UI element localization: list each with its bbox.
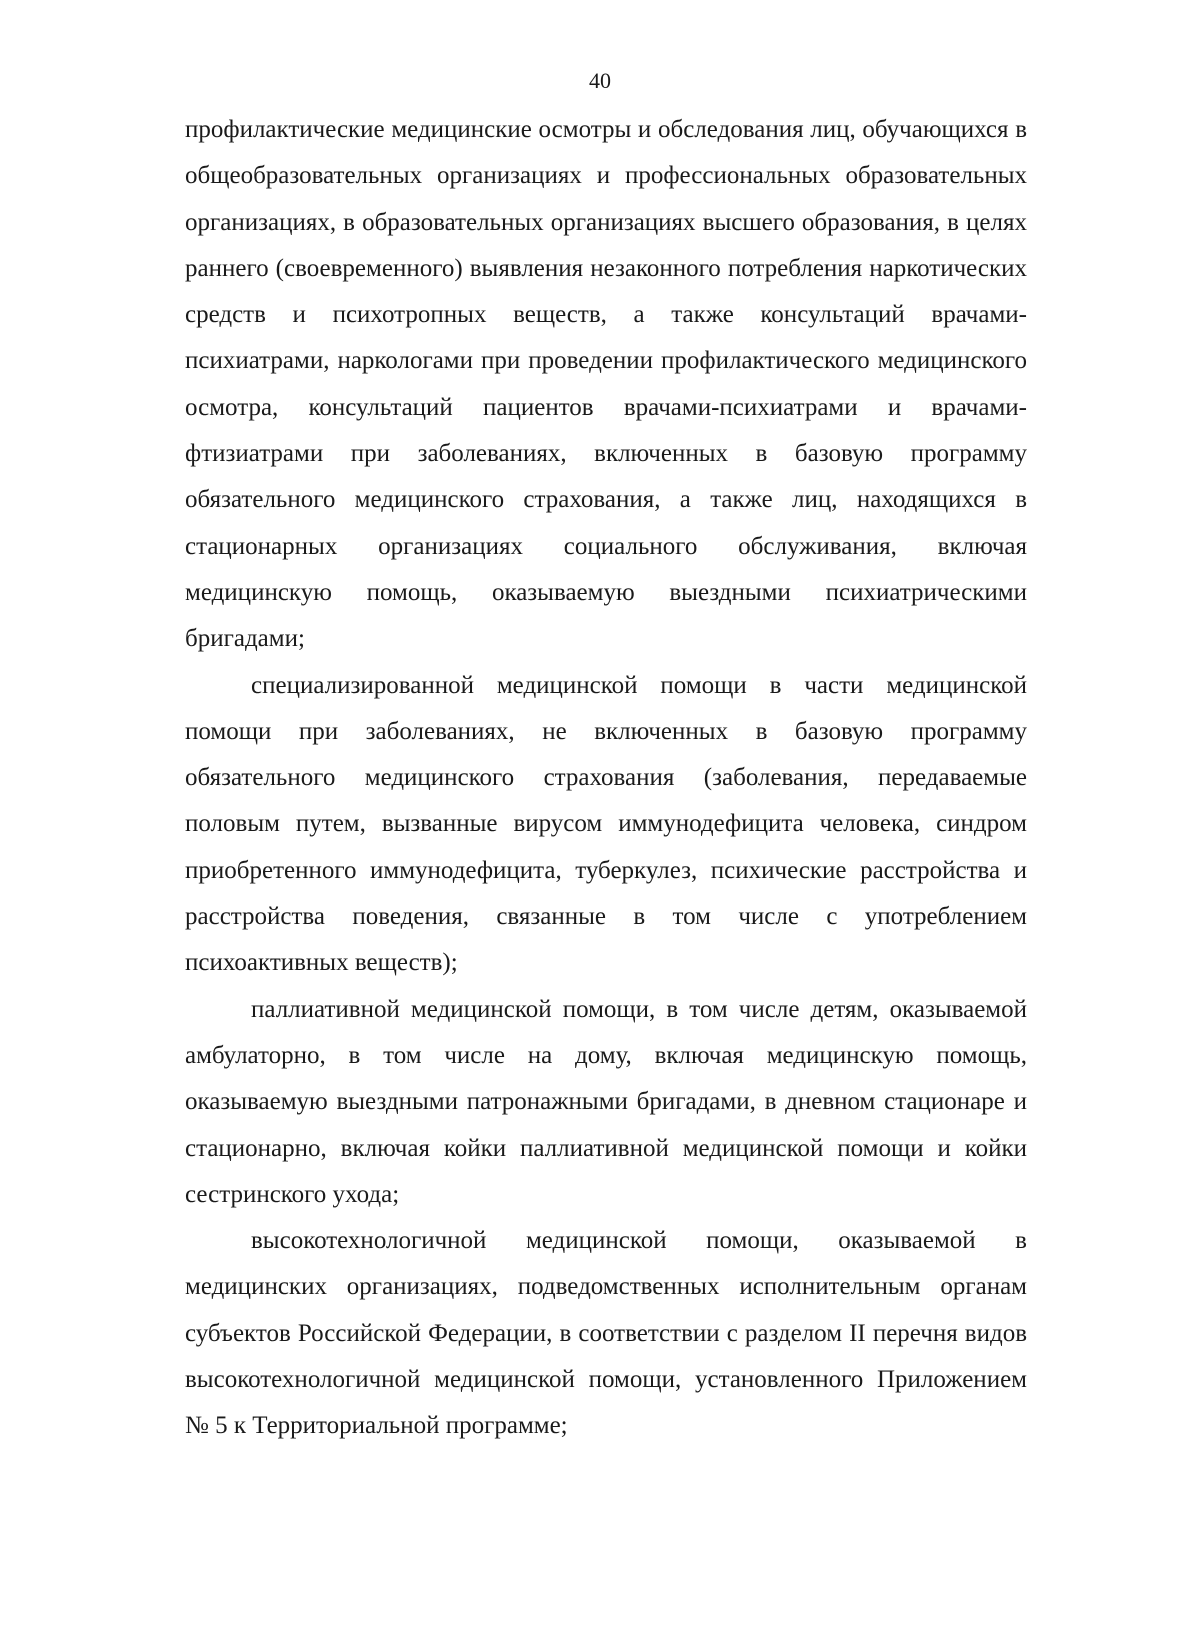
paragraph-palliative-care: паллиативной медицинской помощи, в том числе детям, оказываемой амбулаторно, в том числе на дому, включая медицинскую помощь, оказываемую выездными патронажными бригадами, в дневном стационаре и стационарно, включая койки паллиативной медицинской помощи и койки сестринского ухода; [185,995,1027,1208]
paragraph-specialized-care: специализированной медицинской помощи в части медицинской помощи при заболеваниях, не включенных в базовую программу обязательного медицинского страхования (заболевания, передаваемые половым путем, вызванные вирусом иммунодефицита человека, синдром приобретенного иммунодефицита, туберкулез, психические расстройства и расстройства поведения, связанные в том числе с употреблением психоактивных веществ); [185,671,1027,977]
paragraph-preventive-exams: профилактические медицинские осмотры и обследования лиц, обучающихся в общеобразовательных организациях и профессиональных образовательных организациях, в образовательных организациях высшего образования, в целях раннего (своевременного) выявления незаконного потребления наркотических средств и психотропных веществ, а также консультаций врачами-психиатрами, наркологами при проведении профилактического медицинского осмотра, консультаций пациентов врачами-психиатрами и врачами-фтизиатрами при заболеваниях, включенных в базовую программу обязательного медицинского страхования, а также лиц, находящихся в стационарных организациях социального обслуживания, включая медицинскую помощь, оказываемую выездными психиатрическими бригадами; [185,116,1027,653]
paragraph-high-tech-care: высокотехнологичной медицинской помощи, оказываемой в медицинских организациях, подведомственных исполнительным органам субъектов Российской Федерации, в соответствии с разделом II перечня видов высокотехнологичной медицинской помощи, установленного Приложением № 5 к Территориальной программе; [185,1227,1027,1440]
document-body [185,107,1027,1450]
page-number: 40 [589,68,611,93]
